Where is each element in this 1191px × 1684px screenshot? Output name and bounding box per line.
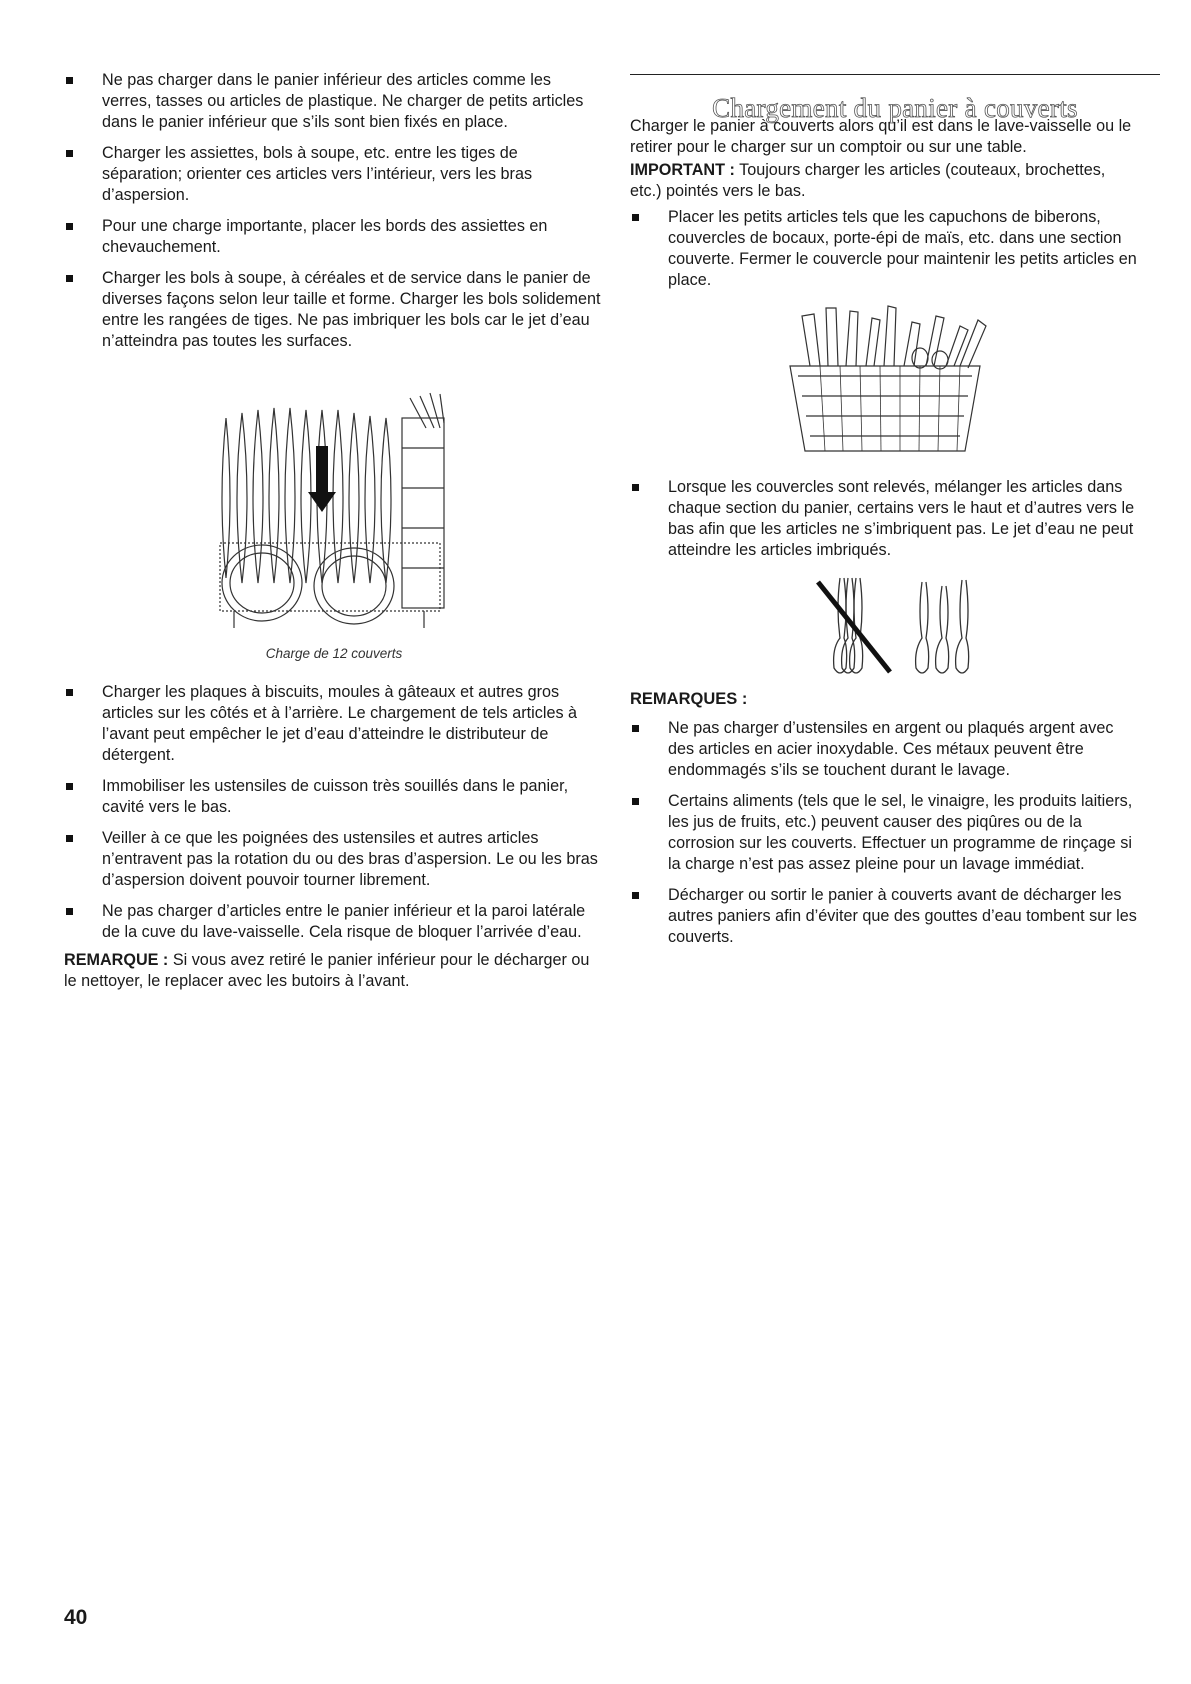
bullet-square: [66, 150, 73, 157]
nested-utensils-illustration: [810, 568, 980, 680]
bullet-square: [66, 835, 73, 842]
list-item: Pour une charge importante, placer les bords des assiettes en chevauchement.: [64, 216, 602, 258]
list-item: Lorsque les couvercles sont relevés, mélanger les articles dans chaque section du panier, certains vers le haut et d’autres vers le bas afin que les articles ne s’imbriquent pas. Le jet d’eau ne peut atteindre les articles imbriqués.: [630, 477, 1140, 561]
bullet-square: [66, 689, 73, 696]
remarks-list: [630, 718, 1140, 958]
lower-rack-bullets-bottom: [64, 682, 602, 953]
list-item: Certains aliments (tels que le sel, le vinaigre, les produits laitiers, les jus de fruits, etc.) peuvent causer des piqûres ou de la corrosion sur les couverts. Effectuer un programme de rinçage si la charge n’est pas assez pleine pour un lavage immédiat.: [630, 791, 1140, 875]
bullet-square: [632, 725, 639, 732]
silverware-basket-illustration: [780, 296, 990, 456]
page-number: 40: [64, 1606, 88, 1629]
note-text: Si vous avez retiré le panier inférieur pour le décharger ou le nettoyer, le replacer avec les butoirs à l’avant.: [64, 951, 590, 990]
remarks-heading: REMARQUES :: [630, 690, 748, 708]
intro-paragraph: Charger le panier à couverts alors qu’il est dans le lave-vaisselle ou le retirer pour le charger sur un comptoir ou sur une table.: [630, 117, 1132, 156]
important-paragraph: [630, 160, 1140, 202]
bullet-square: [66, 275, 73, 282]
note-label: REMARQUE :: [64, 951, 169, 969]
list-item: Veiller à ce que les poignées des ustensiles et autres articles n’entravent pas la rotation du ou des bras d’aspersion. Le ou les bras d’aspersion doivent pouvoir tourner librement.: [64, 828, 602, 891]
lower-rack-bullets-top: [64, 70, 602, 362]
note-paragraph: [64, 950, 602, 992]
list-item: Ne pas charger dans le panier inférieur des articles comme les verres, tasses ou articles de plastique. Ne charger de petits articles dans le panier inférieur que s’ils sont bien fixés en place.: [64, 70, 602, 133]
list-item: Charger les assiettes, bols à soupe, etc. entre les tiges de séparation; orienter ces articles vers l’intérieur, vers les bras d’aspersion.: [64, 143, 602, 206]
bullet-square: [66, 223, 73, 230]
important-text: Toujours charger les articles (couteaux, brochettes, etc.) pointés vers le bas.: [630, 161, 1106, 200]
list-item: Ne pas charger d’ustensiles en argent ou plaqués argent avec des articles en acier inoxydable. Ces métaux peuvent être endommagés s’ils se touchent durant le lavage.: [630, 718, 1140, 781]
list-item: Placer les petits articles tels que les capuchons de biberons, couvercles de bocaux, porte-épi de maïs, etc. dans une section couverte. Fermer le couvercle pour maintenir les petits articles en place.: [630, 207, 1140, 291]
bullet-square: [66, 908, 73, 915]
figure-caption: Charge de 12 couverts: [265, 646, 403, 661]
important-label: IMPORTANT :: [630, 161, 735, 179]
list-item: Immobiliser les ustensiles de cuisson très souillés dans le panier, cavité vers le bas.: [64, 776, 602, 818]
basket-bullet-2: [630, 477, 1140, 571]
bullet-square: [66, 783, 73, 790]
bullet-square: [632, 214, 639, 221]
list-item: Charger les bols à soupe, à céréales et de service dans le panier de diverses façons selon leur taille et forme. Charger les bols solidement entre les rangées de tiges. Ne pas imbriquer les bols car le jet d’eau n’atteindra pas toutes les surfaces.: [64, 268, 602, 352]
lower-rack-illustration: [214, 388, 454, 638]
bullet-square: [632, 484, 639, 491]
list-item: Charger les plaques à biscuits, moules à gâteaux et autres gros articles sur les côtés et à l’arrière. Le chargement de tels articles à l’avant peut empêcher le jet d’eau d’atteindre le distributeur de détergent.: [64, 682, 602, 766]
basket-bullet-1: [630, 207, 1140, 301]
section-rule: [630, 74, 1160, 75]
bullet-square: [632, 892, 639, 899]
bullet-square: [632, 798, 639, 805]
list-item: Décharger ou sortir le panier à couverts avant de décharger les autres paniers afin d’éviter que des gouttes d’eau tombent sur les couverts.: [630, 885, 1140, 948]
section-title: Chargement du panier à couverts: [712, 93, 1078, 123]
list-item: Ne pas charger d’articles entre le panier inférieur et la paroi latérale de la cuve du lave-vaisselle. Cela risque de bloquer l’arrivée d’eau.: [64, 901, 602, 943]
bullet-square: [66, 77, 73, 84]
